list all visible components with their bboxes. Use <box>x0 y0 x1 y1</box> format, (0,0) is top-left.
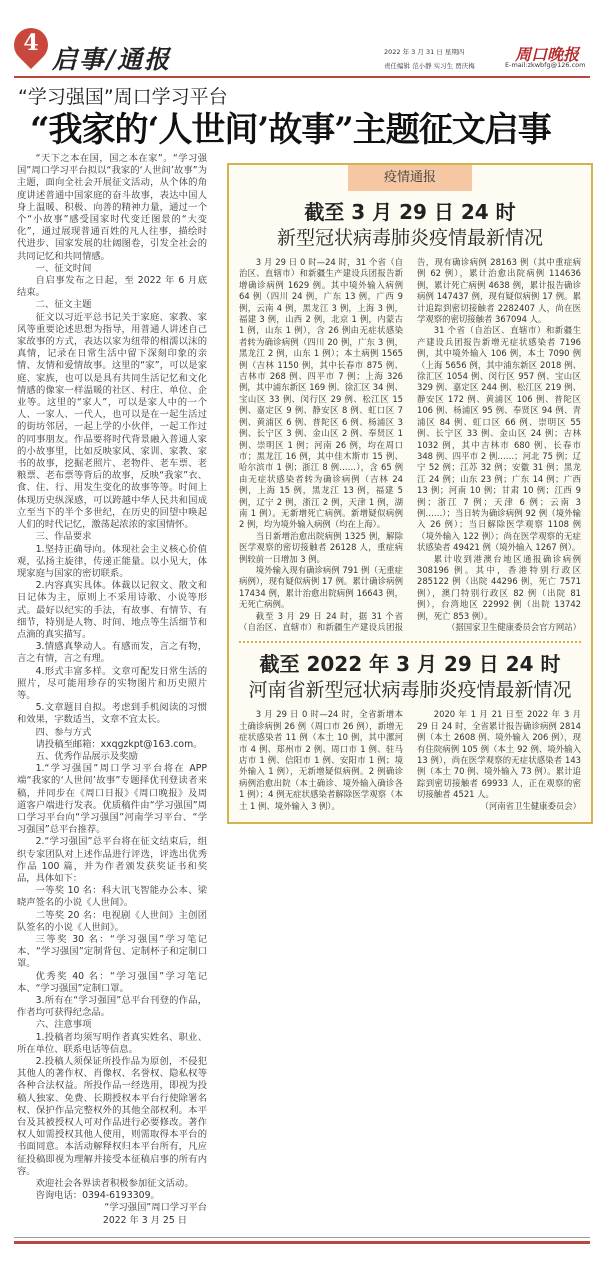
henan-title-line1: 截至 2022 年 3 月 29 日 24 时 <box>259 652 561 677</box>
paragraph: 二等奖 20 名：电视剧《人世间》主创团队签名的小说《人世间》。 <box>17 909 207 933</box>
paragraph: 咨询电话：0394-6193309。 <box>35 1190 160 1202</box>
editors: 责任编辑 范小静 实习生 贾庆梅 <box>384 62 475 70</box>
paragraph: 六、注意事项 <box>35 1019 92 1031</box>
paragraph: 1.“学习强国”周口学习平台将在 APP 端“我家的‘人世间’故事”专题择优刊登读者来稿，并同步在《周口日报》《周口晚报》及周道客户端进行发表。优质稿件由“学习强国”周口学习平台向“学习强国”河南学习平台、“学习强国”总平台推荐。 <box>17 763 207 836</box>
paragraph: 2.投稿人须保证所投作品为原创，不侵犯其他人的著作权、肖像权、名誉权、隐私权等各种合法权益。所投作品一经选用，即视为投稿人独家、免费、长期授权本平台行使除署名权、保护作品完整权外的其他全部权利。本平台及其被授权人可对作品进行必要修改。著作权人如需授权其他人使用，则需取得本平台的书面同意。本活动解释权归本平台所有，凡应征投稿即视为理解并接受本征稿启事的所有内容。 <box>17 1056 207 1177</box>
national-source: （据国家卫生健康委员会官方网站） <box>447 622 581 632</box>
notice-signature-date: 2022 年 3 月 25 日 <box>102 1214 187 1226</box>
notice-subtitle: “学习强国”周口学习平台 <box>18 86 228 108</box>
epidemic-bulletin-box <box>227 163 593 824</box>
paragraph: 请投稿至邮箱：xxqgzkpt@163.com。 <box>35 738 203 750</box>
paragraph: 五、优秀作品展示及奖励 <box>35 750 138 762</box>
paragraph: 2.“学习强国”总平台将在征文结束后，组织专家团队对上述作品进行评选，评选出优秀作品 100 篇，并为作者颁发获奖证书和奖品，具体如下： <box>17 836 207 884</box>
footer-red-rule <box>14 1241 590 1244</box>
paragraph: 境外输入现有确诊病例 791 例（无重症病例），现有疑似病例 17 例。累计确诊病例 17434 例，累计治愈出院病例 16643 例，无死亡病例。 <box>239 564 403 610</box>
paragraph: 1.坚持正确导向。体现社会主义核心价值观，弘扬主旋律，传递正能量。以小见大，体现家庭与国家的密切联系。 <box>17 543 207 579</box>
henan-source: （河南省卫生健康委员会） <box>480 800 581 811</box>
paragraph: 欢迎社会各界读者积极参加征文活动。 <box>35 1178 194 1190</box>
paragraph: 3 月 29 日 0 时—24 时，31 个省（自治区、直辖市）和新疆生产建设兵团报告新增确诊病例 1629 例。其中境外输入病例 64 例（四川 24 例，广东 13 例，广西 9 例，云南 4 例，黑龙江 3 例，上海 3 例，福建 3 例，山西 2 例，北京 1 例，内蒙古 1 例，山东 1 例），含 26 例由无症状感染者转为确诊病例（四川 20 例，广东 3 例，黑龙江 2 例，山东 1 例）；本土病例 1565 例（吉林 1150 例，其中长春市 875 例、吉林市 268 例、四平市 7 例；上海 326 例，其中浦东新区 169 例、徐汇区 34 例、宝山区 33 例、闵行区 29 例、松江区 15 例、嘉定区 9 例、静安区 8 例、虹口区 7 例、黄浦区 6 例、普陀区 6 例、杨浦区 3 例、长宁区 3 例、金山区 2 例、奉贤区 1 例、崇明区 1 例；河南 26 例，均在周口市；黑龙江 16 例，其中佳木斯市 15 例、哈尔滨市 1 例；浙江 8 例……），含 65 例由无症状感染者转为确诊病例（吉林 24 例，上海 15 例，黑龙江 13 例，福建 5 例，辽宁 2 例，浙江 2 例，天津 1 例，湖南 1 例）。无新增死亡病例。新增疑似病例 2 例，均为境外输入病例（均在上海）。 <box>239 257 403 530</box>
email: E-mail:zkwbfg@126.com <box>505 61 586 69</box>
paragraph: 累计收到港澳台地区通报确诊病例 308196 例。其中，香港特别行政区 285122 例（出院 44296 例，死亡 7571 例），澳门特别行政区 82 例（出院 81 例），台湾地区 22992 例（出院 13742 例，死亡 853 例）。 <box>417 553 581 621</box>
footer-rule <box>14 1237 590 1238</box>
bulletin-tag: 疫情通报 <box>348 165 472 191</box>
paragraph: 4.形式丰富多样。文章可配发日常生活的照片，尽可能用珍存的实物图片和历史照片等。 <box>17 665 207 701</box>
henan-body <box>239 709 581 812</box>
paragraph: 三、作品要求 <box>35 531 92 543</box>
header-divider <box>14 76 590 78</box>
henan-title-line2: 河南省新型冠状病毒肺炎疫情最新情况 <box>248 679 572 702</box>
national-title-line1: 截至 3 月 29 日 24 时 <box>304 200 516 224</box>
paragraph: “天下之本在国，国之本在家”。“学习强国”周口学习平台拟以“我家的‘人世间’故事”为主题，面向全社会开展征文活动，从个体的角度讲述普通中国家庭的奋斗故事，表达中国人身上温暖、积极、向善的精神力量，通过一个个“小故事”感受国家时代变迁图景的“大变化”，通过展现普通百姓的凡人往事，描绘时代进步、国家发展的壮阔图卷，引发全社会的共同记忆和共同情感。 <box>17 153 207 262</box>
paragraph: 5.文章题目自拟。考虑到手机阅读的习惯和效果，字数适当，文章不宜太长。 <box>17 702 207 726</box>
paragraph: 3 月 29 日 0 时—24 时，全省新增本土确诊病例 26 例（周口市 26 例），新增无症状感染者 11 例（本土 10 例，其中漯河市 4 例、郑州市 2 例、周口市 1 例、驻马店市 1 例、信阳市 1 例、安阳市 1 例；境外输入 1 例），无新增疑似病例。2 例确诊病例治愈出院（本土确诊、境外输入确诊各 1 例）；4 例无症状感染者解除医学观察（本土 1 例、境外输入 3 例）。 <box>239 709 403 811</box>
notice-signature: “学习强国”周口学习平台 <box>104 1202 207 1214</box>
newspaper-logo: 周口晚报 <box>515 45 580 64</box>
page-number: 4 <box>23 30 39 56</box>
dotted-divider <box>239 641 581 643</box>
notice-headline: “我家的‘人世间’故事”主题征文启事 <box>30 110 551 150</box>
paragraph: 一、征文时间 <box>35 262 92 274</box>
paragraph: 2.内容真实具体。体裁以记叙文、散文和日记体为主，原则上不采用诗歌、小说等形式。最好以纪实的手法，有故事、有情节、有细节，特别是人物、时间、地点等生活细节和点滴的真实描写。 <box>17 580 207 640</box>
notice-body <box>17 153 207 1227</box>
paragraph: 优秀奖 40 名：“学习强国”学习笔记本、“学习强国”定制口罩。 <box>17 970 207 994</box>
national-title-line2: 新型冠状病毒肺炎疫情最新情况 <box>276 227 543 249</box>
paragraph: 3.所有在“学习强国”总平台刊登的作品，作者均可获得纪念品。 <box>17 995 207 1019</box>
paragraph: 截至 3 月 29 日 24 时，据 31 个省（自治区、直辖市）和新疆生产建设兵团报告，现有确诊病例 28163 例（其中重症病例 62 例），累计治愈出院病例 114636 例，累计死亡病例 4638 例，累计报告确诊病例 147437 例，现有疑似病例 17 例。累计追踪到密切接触者 2282407 人，尚在医学观察的密切接触者 367094 人。 <box>239 257 581 632</box>
paragraph: 2020 年 1 月 21 日至 2022 年 3 月 29 日 24 时，全省累计报告确诊病例 2814 例（本土 2608 例、境外输入 206 例），现有住院病例 105 例（本土 92 例、境外输入 13 例），尚在医学观察的无症状感染者 143 例（本土 70 例、境外输入 73 例）。累计追踪到密切接触者 69933 人，正在观察的密切接触者 4521 人。 <box>417 709 581 800</box>
paragraph: 三等奖 30 名：“学习强国”学习笔记本、“学习强国”定制背包、定制杯子和定制口罩。 <box>17 934 207 970</box>
paragraph: 征文以习近平总书记关于家庭、家教、家风等重要论述思想为指导，用普通人讲述自己家故事的方式，表达以家为纽带的相濡以沫的真情，记录在日常生活中留下深刻印象的亲情、友情和爱情故事。这里的“家”，可以是家庭、家族，也可以是具有共同生活记忆和文化情感的像家一样温暖的社区、村庄、单位、企业等。这里的“家人”，可以是家人中的一个人、一家人、一代人，也可以是在一起生活过的街坊邻居，一起上学的小伙伴，一起工作过的同事朋友。作品要将时代背景融入普通人家的小故事里，比如反映家风、家训、家教、家书的故事，挖掘老照片、老物件、老车票、老粮票、老布票等背后的故事，反映“我家”衣、食、住、行、用发生变化的故事等等。时间上体现历史纵深感，可以跨越中华人民共和国成立至当下的半个多世纪，在历史的回望中唤起人们的时代记忆，激荡起浓浓的家国情怀。 <box>17 311 207 531</box>
paragraph: 四、参与方式 <box>35 726 92 738</box>
paragraph: 31 个省（自治区、直辖市）和新疆生产建设兵团报告新增无症状感染者 7196 例，其中境外输入 106 例，本土 7090 例（上海 5656 例，其中浦东新区 2018 例、徐汇区 1054 例、闵行区 957 例、宝山区 329 例、嘉定区 244 例、松江区 219 例、静安区 172 例、黄浦区 106 例、普陀区 106 例、杨浦区 95 例、奉贤区 94 例、青浦区 84 例、虹口区 66 例、崇明区 55 例、长宁区 33 例、金山区 24 例；吉林 1032 例，其中吉林市 680 例、长春市 348 例、四平市 2 例……；河北 75 例；辽宁 52 例；江苏 32 例；安徽 31 例；黑龙江 24 例；山东 23 例；广东 14 例；广西 13 例；河南 10 例；甘肃 10 例；江西 9 例；浙江 7 例；天津 6 例；云南 3 例……）；当日转为确诊病例 92 例（境外输入 26 例）；当日解除医学观察 1108 例（境外输入 122 例）；尚在医学观察的无症状感染者 49421 例（境外输入 1267 例）。 <box>417 325 581 553</box>
paragraph: 当日新增治愈出院病例 1325 例，解除医学观察的密切接触者 26128 人，重症病例较前一日增加 3 例。 <box>239 530 403 564</box>
paragraph: 一等奖 10 名：科大讯飞智能办公本、梁晓声签名的小说《人世间》。 <box>17 885 207 909</box>
paragraph: 3.情感真挚动人。有感而发，言之有物，言之有情，言之有理。 <box>17 641 207 665</box>
national-body <box>239 257 581 633</box>
section-title: 启事/通报 <box>52 45 172 74</box>
paragraph: 二、征文主题 <box>35 299 92 311</box>
paragraph: 1.投稿者均须写明作者真实姓名、职业、所在单位、联系电话等信息。 <box>17 1031 207 1055</box>
issue-date: 2022 年 3 月 31 日 星期四 <box>384 48 465 56</box>
paragraph: 自启事发布之日起，至 2022 年 6 月底结束。 <box>17 275 207 299</box>
